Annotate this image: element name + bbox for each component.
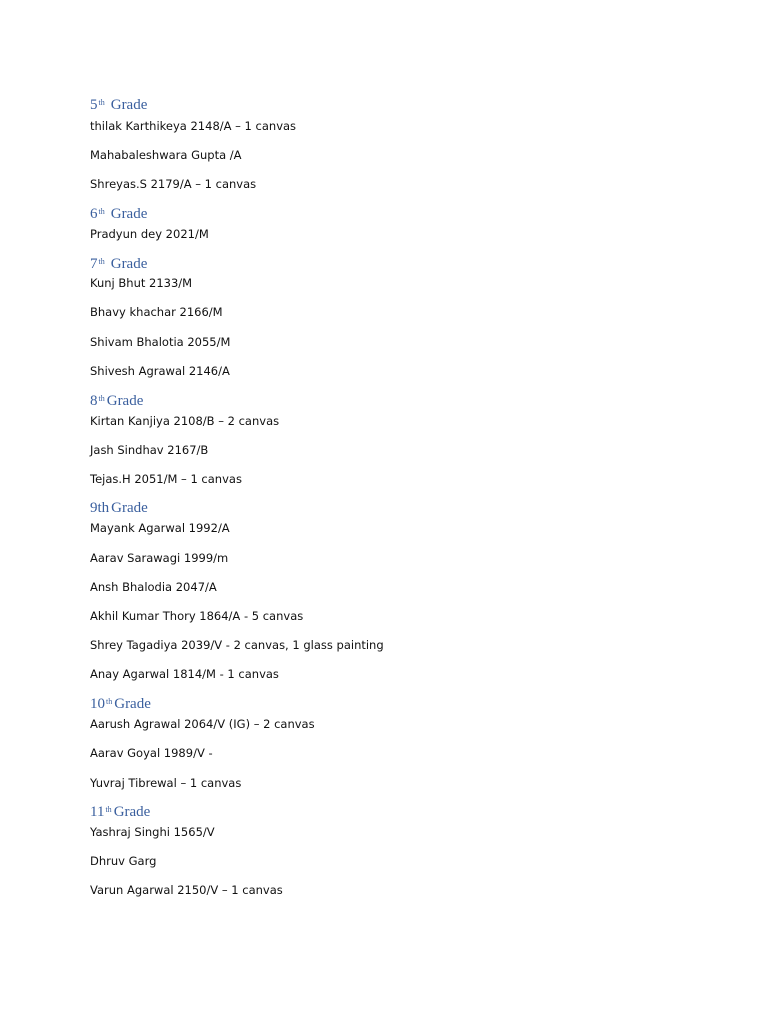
grade-number: 7 [90,256,98,272]
student-entry: Aarav Sarawagi 1999/m [90,551,229,565]
student-entry: Mahabaleshwara Gupta /A [90,148,242,162]
student-entry: Kirtan Kanjiya 2108/B – 2 canvas [90,414,280,428]
grade-number: 10 [90,696,105,712]
student-entry: Aarav Goyal 1989/V - [90,746,213,760]
grade-heading-10 [90,695,151,713]
grade-suffix: th [98,394,105,403]
grade-suffix: th [98,98,105,107]
grade-suffix: th [105,805,112,814]
grade-suffix: th [98,257,105,266]
student-entry: Shreyas.S 2179/A – 1 canvas [90,177,257,191]
grade-number: 11 [90,804,105,820]
student-entry: thilak Karthikeya 2148/A – 1 canvas [90,119,297,133]
student-entry: Yashraj Singhi 1565/V [90,825,215,839]
student-entry: Shivam Bhalotia 2055/M [90,335,231,349]
grade-number: 5 [90,97,98,113]
grade-number: 9th [90,500,110,516]
student-entry: Shrey Tagadiya 2039/V - 2 canvas, 1 glass painting [90,638,384,652]
student-entry: Anay Agarwal 1814/M - 1 canvas [90,667,279,681]
grade-word: Grade [113,804,151,820]
grade-heading-7 [90,255,147,273]
grade-word: Grade [110,206,148,222]
grade-word: Grade [110,256,148,272]
student-entry: Bhavy khachar 2166/M [90,305,223,319]
student-entry: Jash Sindhav 2167/B [90,443,209,457]
grade-heading-6 [90,205,147,223]
student-entry: Ansh Bhalodia 2047/A [90,580,217,594]
grade-suffix: th [106,697,113,706]
grade-word: Grade [106,393,144,409]
grade-heading-11 [90,803,150,821]
student-entry: Tejas.H 2051/M – 1 canvas [90,472,242,486]
student-entry: Dhruv Garg [90,854,157,868]
grade-heading-9 [90,499,148,517]
grade-number: 6 [90,206,98,222]
student-entry: Akhil Kumar Thory 1864/A - 5 canvas [90,609,304,623]
grade-word: Grade [111,500,148,516]
student-entry: Aarush Agrawal 2064/V (IG) – 2 canvas [90,717,315,731]
student-entry: Pradyun dey 2021/M [90,227,209,241]
grade-number: 8 [90,393,98,409]
student-entry: Yuvraj Tibrewal – 1 canvas [90,776,242,790]
grade-heading-5 [90,96,147,114]
grade-heading-8 [90,392,143,410]
grade-word: Grade [110,97,148,113]
student-entry: Kunj Bhut 2133/M [90,276,193,290]
grade-word: Grade [114,696,151,712]
grade-suffix: th [98,207,105,216]
student-entry: Varun Agarwal 2150/V – 1 canvas [90,883,283,897]
student-entry: Mayank Agarwal 1992/A [90,521,230,535]
student-entry: Shivesh Agrawal 2146/A [90,364,230,378]
